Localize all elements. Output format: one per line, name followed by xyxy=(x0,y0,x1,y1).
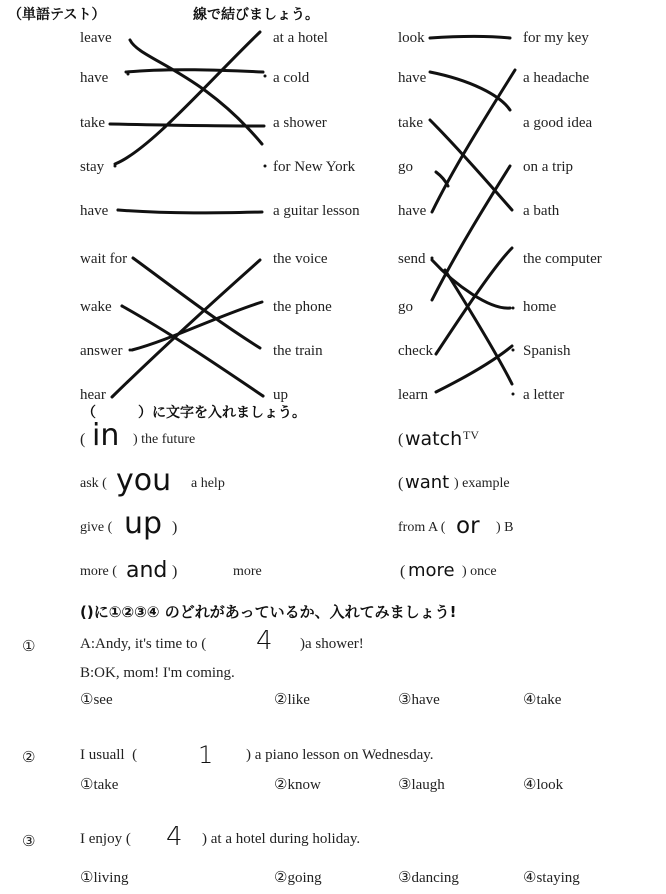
multiple-choice-instruction: ()に①②③④ のどれがあっているか、入れてみましょう! xyxy=(80,603,457,621)
match-left-verb: leave xyxy=(80,30,112,46)
fill-in-answer: in xyxy=(92,418,120,453)
fill-in-answer: you xyxy=(116,463,172,498)
fill-in-answer: more xyxy=(408,560,455,581)
question-text: ) a piano lesson on Wednesday. xyxy=(246,747,434,763)
match-right-object: the computer xyxy=(523,251,602,267)
match-right-verb: have xyxy=(398,70,427,86)
question-answer: 1 xyxy=(198,741,214,769)
match-line xyxy=(432,70,515,212)
choice-option: ③laugh xyxy=(398,777,445,793)
match-right-object: a bath xyxy=(523,203,560,219)
match-line xyxy=(133,258,260,348)
match-line xyxy=(430,37,510,39)
fill-in-suffix: ) once xyxy=(462,564,497,579)
choice-option: ①see xyxy=(80,692,113,708)
fill-in-answer: or xyxy=(456,513,480,539)
fill-in-suffix: ) xyxy=(172,563,178,580)
fill-in-suffix: ) xyxy=(172,519,178,536)
worksheet-title: （単語テスト） xyxy=(8,7,106,23)
match-right-verb: take xyxy=(398,115,423,131)
question-text: I enjoy ( xyxy=(80,831,131,847)
choice-option: ④staying xyxy=(523,870,580,886)
fill-in-prefix: ask ( xyxy=(80,476,107,491)
choice-option: ③dancing xyxy=(398,870,459,886)
fill-in-prefix: more xyxy=(233,564,262,579)
choice-option: ④take xyxy=(523,692,562,708)
match-left-verb: have xyxy=(80,203,109,219)
match-line xyxy=(430,72,510,110)
match-right-object: home xyxy=(523,299,557,315)
match-left-object: for New York xyxy=(273,159,356,175)
match-right-object: a letter xyxy=(523,387,565,403)
match-right-verb: have xyxy=(398,203,427,219)
match-right-verb: look xyxy=(398,30,425,46)
match-line xyxy=(132,302,262,350)
match-left-verb: stay xyxy=(80,159,105,175)
fill-in-prefix: from A ( xyxy=(398,520,446,535)
match-line xyxy=(436,248,512,354)
match-right-verb: send xyxy=(398,251,426,267)
fill-in-suffix: ) example xyxy=(454,476,510,491)
fill-in-prefix: ( xyxy=(80,431,86,448)
choice-option: ②going xyxy=(274,870,322,886)
match-right-object: for my key xyxy=(523,30,589,46)
match-line xyxy=(436,346,512,392)
question-text: ) at a hotel during holiday. xyxy=(202,831,361,847)
question-text: A:Andy, it's time to ( xyxy=(80,636,207,652)
choice-option: ③have xyxy=(398,692,440,708)
match-left-object: a shower xyxy=(273,115,327,131)
match-left-object: the voice xyxy=(273,251,328,267)
match-line xyxy=(430,120,512,210)
fill-in-suffix: a help xyxy=(191,476,225,491)
choice-option: ②know xyxy=(274,777,321,793)
choice-option: ①take xyxy=(80,777,119,793)
fill-in-instruction: （ ）に文字を入れましょう。 xyxy=(82,405,306,421)
match-right-object: a good idea xyxy=(523,115,593,131)
question-answer: 4 xyxy=(166,822,183,852)
match-left-verb: answer xyxy=(80,343,123,359)
match-right-object: Spanish xyxy=(523,343,571,359)
match-left-object: the phone xyxy=(273,299,332,315)
question-dialogue: B:OK, mom! I'm coming. xyxy=(80,665,235,681)
choice-option: ④look xyxy=(523,777,564,793)
match-right-verb: go xyxy=(398,159,413,175)
fill-in-answer: watch xyxy=(405,428,463,450)
choice-option: ①living xyxy=(80,870,129,886)
fill-in-suffix: TV xyxy=(463,428,479,442)
match-left-object: a cold xyxy=(273,70,310,86)
match-right-object: on a trip xyxy=(523,159,573,175)
match-line xyxy=(110,124,264,126)
match-right-verb: learn xyxy=(398,387,428,403)
match-left-object: the train xyxy=(273,343,323,359)
fill-in-prefix: ( xyxy=(398,475,404,492)
fill-in-answer: want xyxy=(405,472,450,493)
match-left-verb: wake xyxy=(80,299,112,315)
match-left-verb: wait for xyxy=(80,251,128,267)
fill-in-prefix: ( xyxy=(398,431,404,448)
fill-in-answer: up xyxy=(124,506,163,541)
fill-in-prefix: more ( xyxy=(80,564,117,579)
question-number: ③ xyxy=(22,832,36,850)
match-left-verb: have xyxy=(80,70,109,86)
fill-in-suffix: ) the future xyxy=(133,432,196,447)
match-right-object: a headache xyxy=(523,70,590,86)
match-left-object: up xyxy=(273,387,288,403)
match-line xyxy=(118,210,262,213)
match-right-verb: go xyxy=(398,299,413,315)
matching-instruction: 線で結びましょう。 xyxy=(193,7,319,23)
fill-in-suffix: ) B xyxy=(496,520,514,535)
match-line xyxy=(112,260,260,397)
question-number: ② xyxy=(22,748,36,766)
match-left-verb: take xyxy=(80,115,105,131)
match-left-verb: hear xyxy=(80,387,106,403)
match-left-object: a guitar lesson xyxy=(273,203,360,219)
match-line xyxy=(126,70,263,72)
match-right-verb: check xyxy=(398,343,433,359)
fill-in-prefix: give ( xyxy=(80,520,113,535)
match-line xyxy=(432,166,510,300)
match-left-object: at a hotel xyxy=(273,30,328,46)
choice-option: ②like xyxy=(274,692,310,708)
question-text: I usuall ( xyxy=(80,747,138,763)
question-text: )a shower! xyxy=(300,636,364,652)
fill-in-prefix: ( xyxy=(400,563,406,580)
fill-in-answer: and xyxy=(126,558,168,583)
match-line xyxy=(115,32,260,164)
question-answer: 4 xyxy=(256,626,273,656)
match-line xyxy=(130,40,262,144)
question-number: ① xyxy=(22,637,36,655)
